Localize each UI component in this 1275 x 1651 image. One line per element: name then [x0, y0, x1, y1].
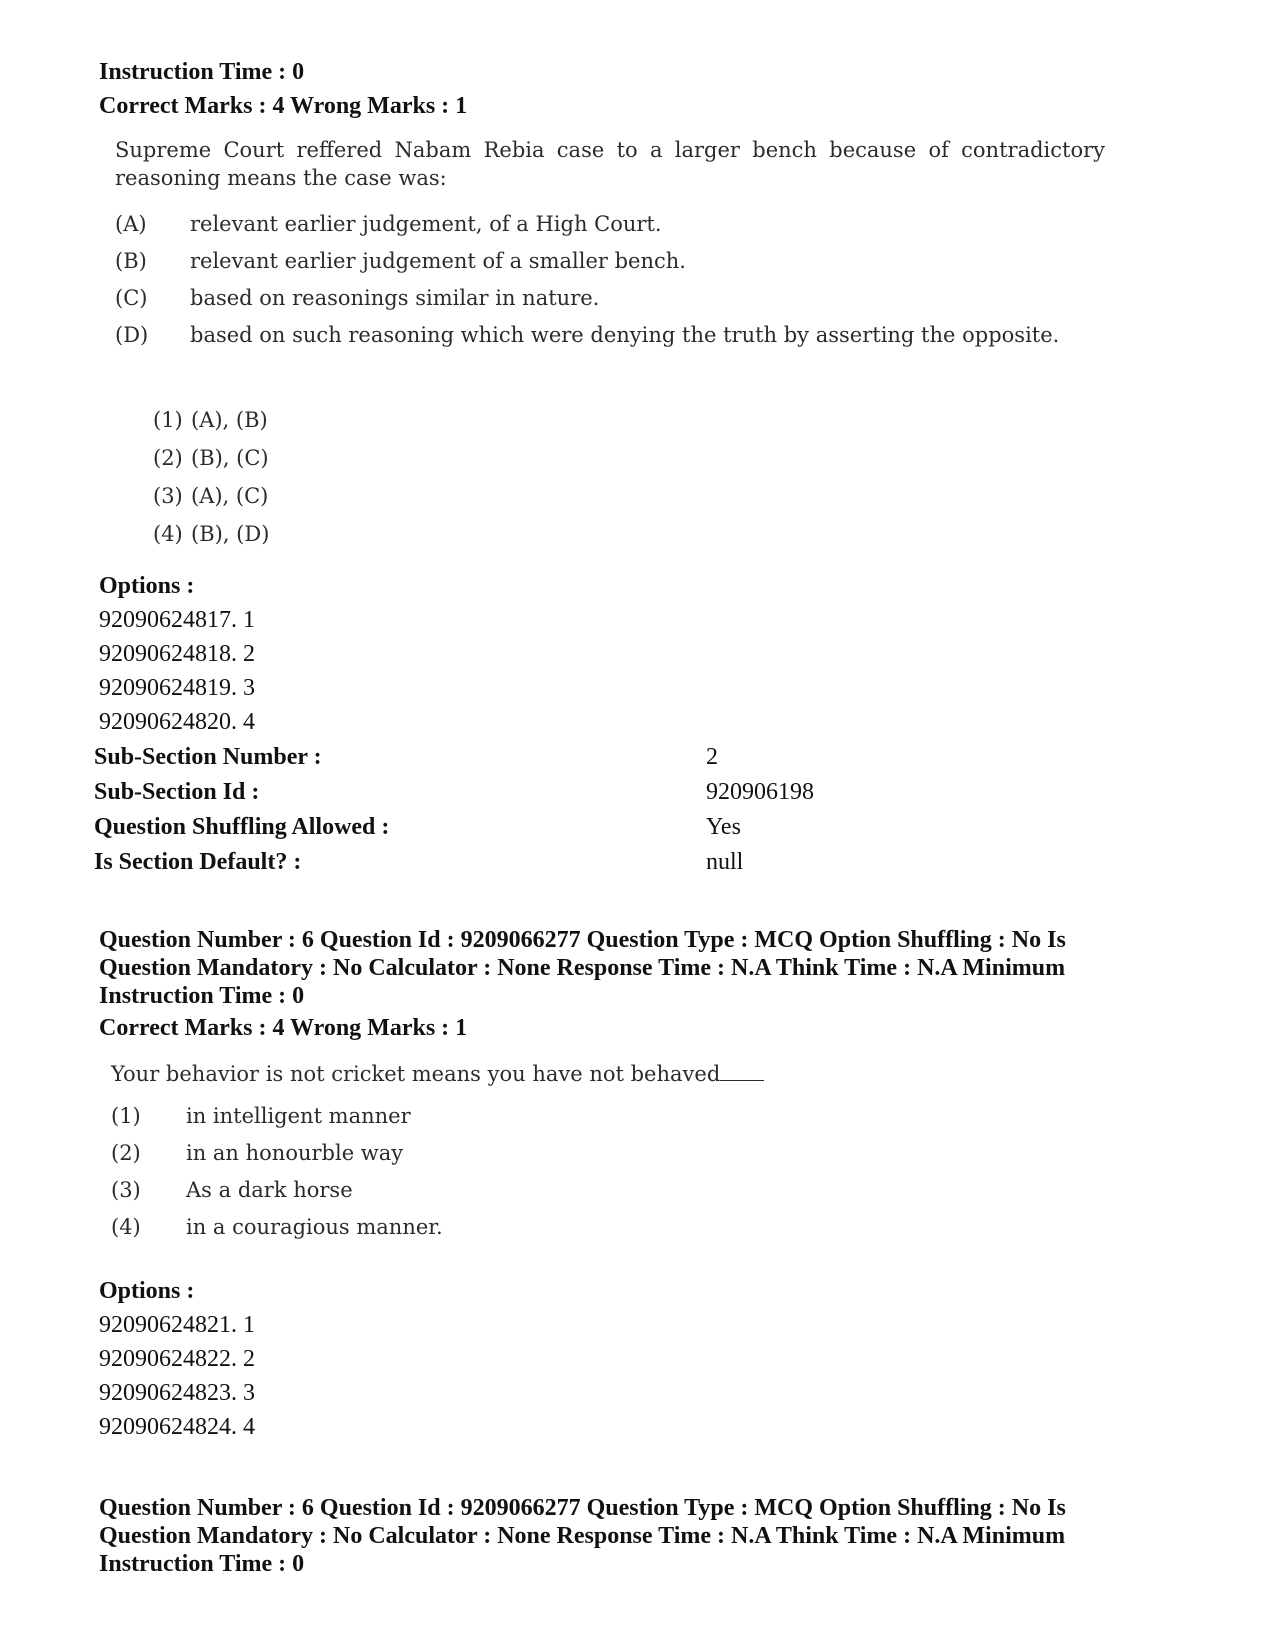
subsection-value: Yes	[706, 814, 741, 840]
answer-row	[153, 484, 453, 522]
option-id: 92090624823. 3	[99, 1380, 255, 1406]
subsection-label: Question Shuffling Allowed :	[94, 814, 390, 840]
choice-text: in intelligent manner	[186, 1104, 411, 1128]
question-6-marks: Correct Marks : 4 Wrong Marks : 1	[99, 1015, 468, 1041]
choice-number: (4)	[111, 1215, 141, 1239]
answer-row	[153, 408, 453, 446]
question-5-answers	[153, 408, 453, 560]
statement-key: (D)	[115, 323, 149, 347]
instruction-time-line: Instruction Time : 0	[99, 59, 305, 85]
options-list	[99, 1274, 255, 1444]
option-id: 92090624818. 2	[99, 641, 255, 667]
subsection-value: 2	[706, 744, 718, 770]
option-id: 92090624819. 3	[99, 675, 255, 701]
subsection-row	[94, 743, 854, 778]
answer-number: (3)	[153, 484, 183, 508]
subsection-row	[94, 813, 854, 848]
subsection-table	[94, 743, 854, 883]
answer-number: (2)	[153, 446, 183, 470]
choice-text: in a couragious manner.	[186, 1215, 443, 1239]
statement-key: (B)	[115, 249, 147, 273]
question-5-image	[115, 136, 1105, 360]
options-title: Options :	[99, 573, 195, 599]
option-id: 92090624824. 4	[99, 1414, 255, 1440]
question-6-image	[111, 1060, 811, 1252]
question-6-header: Question Number : 6 Question Id : 9209066277 Question Type : MCQ Option Shuffling : No Is Question Mandatory : No Calculator : None Response Time : N.A Think Time : N.A Minimum Instruction Time : 0	[99, 927, 1066, 1009]
statement-text: relevant earlier judgement, of a High Court.	[190, 212, 662, 236]
answer-row	[153, 522, 453, 560]
choice-text: As a dark horse	[186, 1178, 353, 1202]
statement-text: relevant earlier judgement of a smaller bench.	[190, 249, 686, 273]
answer-text: (B), (C)	[191, 446, 269, 470]
answer-row	[153, 446, 453, 484]
subsection-label: Sub-Section Id :	[94, 779, 260, 805]
choice-row	[111, 1141, 811, 1178]
subsection-label: Sub-Section Number :	[94, 744, 322, 770]
subsection-label: Is Section Default? :	[94, 849, 302, 875]
choice-text: in an honourble way	[186, 1141, 404, 1165]
statement-text: based on such reasoning which were denying the truth by asserting the opposite.	[190, 323, 1060, 347]
question-6-header-repeat: Question Number : 6 Question Id : 9209066277 Question Type : MCQ Option Shuffling : No Is Question Mandatory : No Calculator : None Response Time : N.A Think Time : N.A Minimum Instruction Time : 0	[99, 1495, 1066, 1577]
option-id: 92090624817. 1	[99, 607, 255, 633]
marks-line: Correct Marks : 4 Wrong Marks : 1	[99, 93, 468, 119]
subsection-value: 920906198	[706, 779, 814, 805]
choice-row	[111, 1178, 811, 1215]
subsection-value: null	[706, 849, 744, 875]
answer-number: (1)	[153, 408, 183, 432]
answer-blank	[720, 1062, 764, 1081]
option-id: 92090624822. 2	[99, 1346, 255, 1372]
statement-key: (C)	[115, 286, 148, 310]
choice-row	[111, 1104, 811, 1141]
options-title: Options :	[99, 1278, 195, 1304]
statement-row	[115, 286, 1105, 323]
answer-number: (4)	[153, 522, 183, 546]
question-5-stem: Supreme Court reffered Nabam Rebia case to a larger bench because of contradictory reasoning means the case was:	[115, 138, 1105, 190]
choice-row	[111, 1215, 811, 1252]
statement-text: based on reasonings similar in nature.	[190, 286, 600, 310]
answer-text: (A), (B)	[191, 408, 268, 432]
question-6-stem: Your behavior is not cricket means you have not behaved	[111, 1062, 721, 1086]
statement-key: (A)	[115, 212, 147, 236]
statement-row	[115, 249, 1105, 286]
choice-number: (2)	[111, 1141, 141, 1165]
option-id: 92090624820. 4	[99, 709, 255, 735]
statement-row	[115, 212, 1105, 249]
subsection-row	[94, 778, 854, 813]
answer-text: (A), (C)	[191, 484, 269, 508]
answer-text: (B), (D)	[191, 522, 270, 546]
option-id: 92090624821. 1	[99, 1312, 255, 1338]
choice-number: (3)	[111, 1178, 141, 1202]
options-list	[99, 569, 255, 739]
statement-row	[115, 323, 1105, 360]
question-6-stem-line	[111, 1060, 811, 1088]
choice-number: (1)	[111, 1104, 141, 1128]
subsection-row	[94, 848, 854, 883]
